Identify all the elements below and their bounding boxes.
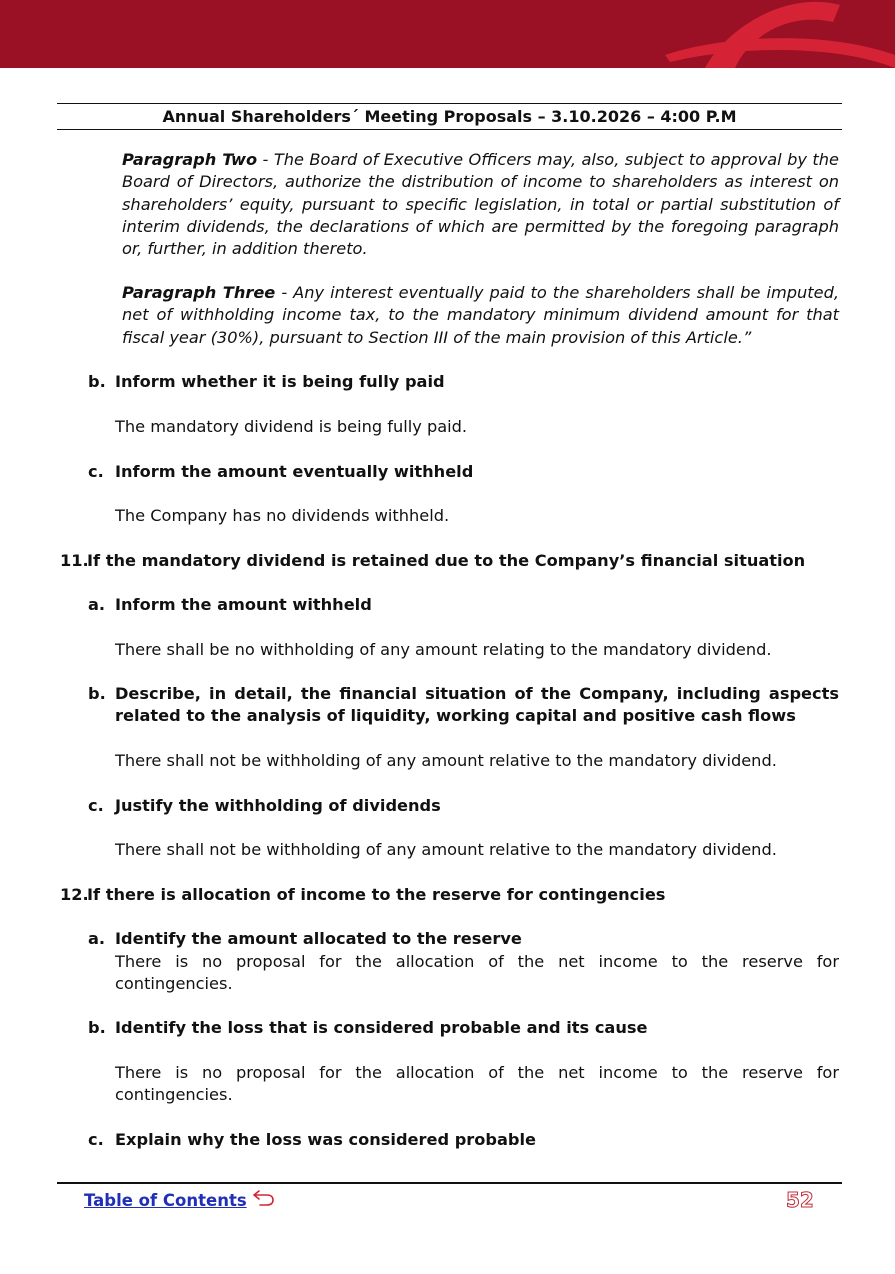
title-rule-top bbox=[57, 103, 842, 104]
item-11c-answer: There shall not be withholding of any amount relative to the mandatory dividend. bbox=[115, 840, 777, 859]
item-heading-text: Identify the amount allocated to the reserve bbox=[115, 929, 522, 948]
item-11-heading bbox=[60, 550, 840, 572]
item-letter: b. bbox=[88, 372, 106, 391]
item-heading-text: Inform whether it is being fully paid bbox=[115, 372, 445, 391]
table-of-contents-link[interactable]: Table of Contents bbox=[84, 1191, 247, 1210]
footer-rule bbox=[57, 1182, 842, 1184]
item-11a-answer: There shall be no withholding of any amount relating to the mandatory dividend. bbox=[115, 640, 772, 659]
paragraph-three bbox=[122, 282, 839, 349]
paragraph-two bbox=[122, 149, 839, 260]
header-banner bbox=[0, 0, 895, 68]
item-11c-heading bbox=[88, 795, 839, 817]
paragraph-three-text: - Any interest eventually paid to the shareholders shall be imputed, net of withholding income tax, to the mandatory minimum dividend amount for that fiscal year (30%), pursuant to Section III of the main provision of this Article.” bbox=[122, 283, 839, 347]
item-10c-heading bbox=[88, 461, 839, 483]
item-12c-heading bbox=[88, 1129, 839, 1151]
item-heading-text: If there is allocation of income to the reserve for contingencies bbox=[87, 885, 666, 904]
item-12b-answer: There is no proposal for the allocation of the net income to the reserve for contingencies. bbox=[115, 1063, 839, 1105]
return-arrow-icon[interactable] bbox=[252, 1188, 276, 1212]
item-heading-text: Describe, in detail, the financial situation of the Company, including aspects related to the analysis of liquidity, working capital and positive cash flows bbox=[115, 684, 839, 726]
item-11b-heading bbox=[88, 683, 839, 728]
item-10c-answer: The Company has no dividends withheld. bbox=[115, 506, 450, 525]
item-11a-heading bbox=[88, 594, 839, 616]
item-12a-heading bbox=[88, 928, 839, 950]
item-heading-text: Explain why the loss was considered probable bbox=[115, 1130, 537, 1149]
item-letter: a. bbox=[88, 929, 106, 948]
item-letter: b. bbox=[88, 1018, 106, 1037]
item-heading-text: If the mandatory dividend is retained due to the Company’s financial situation bbox=[87, 551, 806, 570]
paragraph-two-label: Paragraph Two bbox=[122, 150, 258, 169]
item-letter: a. bbox=[88, 595, 106, 614]
item-number: 11. bbox=[60, 551, 89, 570]
item-10b-answer: The mandatory dividend is being fully paid. bbox=[115, 417, 468, 436]
page-number: 52 bbox=[786, 1188, 814, 1212]
document-title: Annual Shareholders´ Meeting Proposals – 3.10.2026 – 4:00 P.M bbox=[162, 107, 737, 126]
item-letter: c. bbox=[88, 796, 104, 815]
item-12-heading bbox=[60, 884, 840, 906]
logo-swoosh-icon bbox=[665, 0, 895, 68]
item-heading-text: Inform the amount eventually withheld bbox=[115, 462, 474, 481]
item-12a-answer: There is no proposal for the allocation of the net income to the reserve for contingencies. bbox=[115, 952, 839, 994]
title-rule-bottom bbox=[57, 129, 842, 130]
item-letter: c. bbox=[88, 1130, 104, 1149]
item-11b-answer: There shall not be withholding of any amount relative to the mandatory dividend. bbox=[115, 751, 777, 770]
paragraph-two-text: - The Board of Executive Officers may, also, subject to approval by the Board of Directors, authorize the distribution of income to shareholders as interest on shareholders’ equity, pursuant to specific legislation, in total or partial substitution of interim dividends, the declarations of which are permitted by the foregoing paragraph or, further, in addition thereto. bbox=[122, 150, 839, 259]
item-heading-text: Identify the loss that is considered probable and its cause bbox=[115, 1018, 648, 1037]
item-heading-text: Justify the withholding of dividends bbox=[115, 796, 441, 815]
item-number: 12. bbox=[60, 885, 89, 904]
paragraph-three-label: Paragraph Three bbox=[122, 283, 276, 302]
item-heading-text: Inform the amount withheld bbox=[115, 595, 372, 614]
item-10b-heading bbox=[88, 371, 839, 393]
item-12b-heading bbox=[88, 1017, 839, 1039]
item-letter: b. bbox=[88, 684, 106, 703]
item-letter: c. bbox=[88, 462, 104, 481]
